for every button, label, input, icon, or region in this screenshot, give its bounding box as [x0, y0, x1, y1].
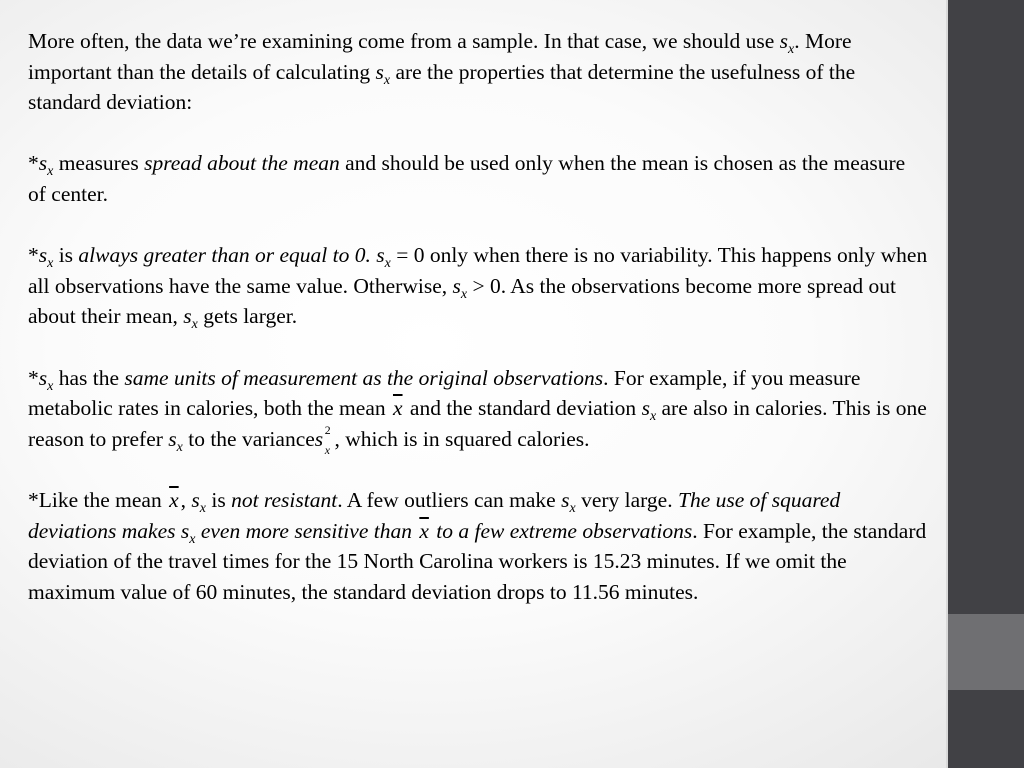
- symbol-s: s: [641, 396, 650, 421]
- symbol-s: s: [376, 243, 385, 268]
- paragraph-units: [28, 363, 928, 455]
- bullet-star: *: [28, 243, 39, 268]
- text-run: ,: [180, 487, 192, 512]
- paragraph-intro: [28, 26, 928, 118]
- symbol-subscript-x: x: [384, 256, 391, 272]
- slide-body-text: [28, 26, 928, 607]
- symbol-subscript-x: x: [383, 72, 391, 88]
- symbol-s: s: [375, 59, 384, 84]
- text-run: has the: [53, 365, 125, 390]
- paragraph-resistance: [28, 485, 928, 607]
- symbol-s: s: [180, 518, 190, 543]
- paragraph-nonnegative: [28, 240, 928, 332]
- emphasis-text: spread about the mean: [144, 151, 340, 176]
- symbol-subscript-x: x: [569, 500, 576, 516]
- text-run: . For example, the standard deviation of the travel times for the 15 North Carolina workers is 15.23 minutes. If we omit the maximum value of 60 minutes, the standard deviation drops to 11.56 minutes.: [28, 518, 927, 604]
- symbol-subscript-x: x: [47, 256, 54, 272]
- text-run: are also in calories. This is one reason to prefer: [28, 396, 927, 451]
- text-run: very large.: [575, 487, 678, 512]
- text-run: are the properties that determine the usefulness of the standard deviation:: [28, 59, 856, 115]
- decorative-sidebar-accent: [946, 614, 1024, 690]
- emphasis-text: even more sensitive than: [195, 518, 418, 543]
- text-run: and the standard deviation: [404, 396, 642, 421]
- text-run: and should be used only when the mean is chosen as the measure of center.: [28, 151, 906, 206]
- emphasis-text: to a few extreme observations: [430, 518, 693, 543]
- symbol-subscript-x: x: [324, 442, 331, 457]
- symbol-subscript-x: x: [649, 409, 657, 425]
- emphasis-text: same units of measurement as the original observations: [124, 365, 604, 390]
- emphasis-text: always greater than or equal to 0.: [78, 243, 377, 268]
- symbol-subscript-x: x: [191, 317, 198, 333]
- symbol-s: s: [452, 273, 461, 298]
- symbol-s: s: [38, 151, 48, 176]
- text-run: is: [205, 487, 232, 512]
- text-run: . A few outliers can make: [337, 487, 562, 512]
- symbol-subscript-x: x: [176, 439, 183, 455]
- text-run: to the variance: [182, 426, 315, 451]
- symbol-s: s: [168, 426, 177, 451]
- symbol-subscript-x: x: [199, 500, 206, 516]
- symbol-subscript-x: x: [189, 531, 196, 547]
- text-run: . More important than the details of calculating: [28, 29, 852, 84]
- symbol-x-bar: $\overline{x}$: [169, 487, 179, 512]
- symbol-subscript-x: x: [47, 164, 54, 180]
- text-run: More often, the data we’re examining come from a sample. In that case, we should use: [28, 29, 780, 53]
- symbol-x-bar: $\overline{x}$: [419, 518, 429, 543]
- paragraph-spread: [28, 148, 928, 209]
- text-run: > 0. As the observations become more spread out about their mean,: [28, 273, 896, 329]
- text-run: , which is in squared calories.: [329, 426, 590, 451]
- symbol-subscript-x: x: [47, 378, 54, 394]
- bullet-star: *: [28, 151, 39, 176]
- symbol-s: s: [183, 304, 192, 329]
- text-run: is: [53, 243, 79, 268]
- text-run: *Like the mean: [28, 487, 168, 512]
- symbol-s: s: [314, 426, 324, 451]
- symbol-subscript-x: x: [460, 286, 468, 302]
- symbol-s-squared: [314, 422, 331, 457]
- text-run: measures: [53, 151, 145, 176]
- bullet-star: *: [28, 365, 39, 390]
- emphasis-text: The use of squared deviations makes: [28, 487, 841, 543]
- symbol-s: s: [561, 487, 570, 512]
- symbol-s: s: [191, 487, 200, 512]
- symbol-x-bar: $\overline{x}$: [392, 396, 403, 421]
- superscript-2: 2: [324, 422, 331, 437]
- text-run: = 0 only when there is no variability. This happens only when all observations have the same value. Otherwise,: [28, 243, 928, 298]
- symbol-s: s: [38, 243, 48, 268]
- text-run: . For example, if you measure metabolic rates in calories, both the mean: [28, 365, 861, 421]
- symbol-subscript-x: x: [788, 41, 795, 57]
- symbol-s: s: [38, 365, 48, 390]
- symbol-s: s: [779, 29, 789, 53]
- text-run: gets larger.: [197, 304, 298, 329]
- emphasis-text: not resistant: [231, 487, 338, 512]
